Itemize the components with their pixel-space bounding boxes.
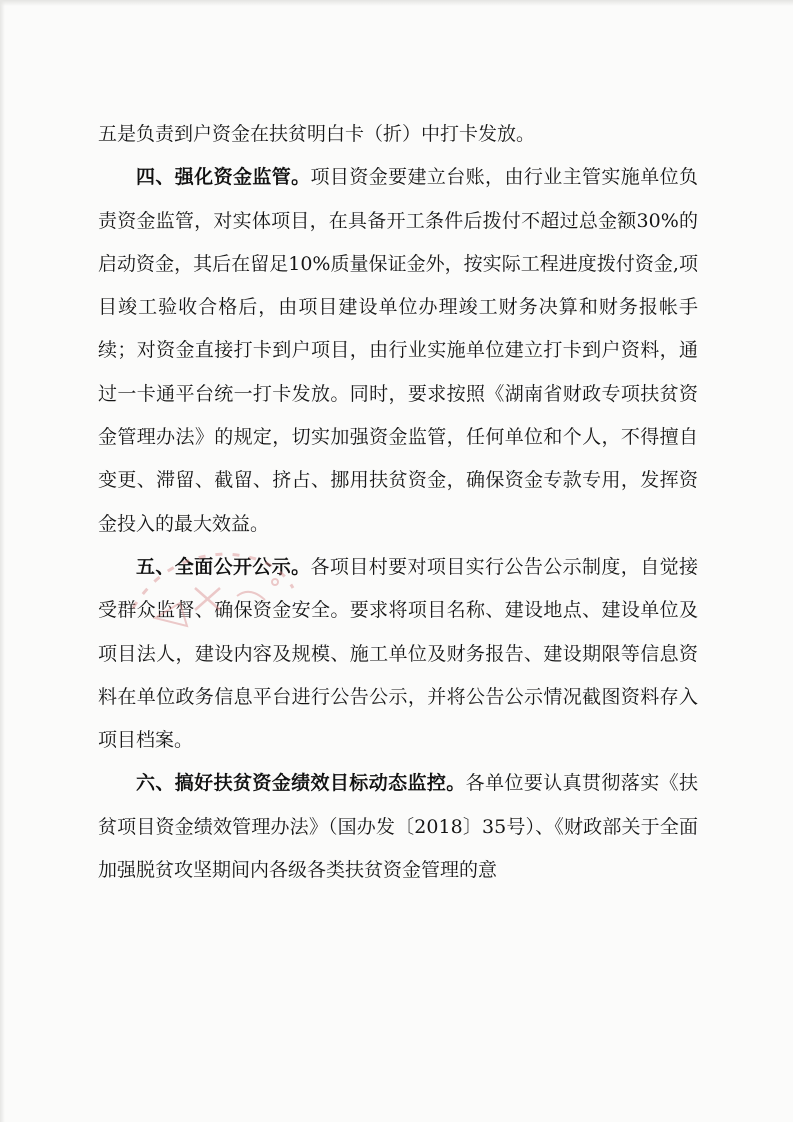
section-heading: 四、强化资金监管。 [136, 166, 311, 189]
paragraph-text: 项目资金要建立台账，由行业主管实施单位负责资金监管，对实体项目，在具备开工条件后拨付不超过总金额30%的启动资金，其后在留足10%质量保证金外，按实际工程进度拨付资金,项目竣工验收合格后，由项目建设单位办理竣工财务决算和财务报帐手续；对资金直接打卡到户项目，由行业实施单位建立打卡到户资料，通过一卡通平台统一打卡发放。同时，要求按照《湖南省财政专项扶贫资金管理办法》的规定，切实加强资金监管，任何单位和个人，不得擅自变更、滞留、截留、挤占、挪用扶贫资金，确保资金专款专用，发挥资金投入的最大效益。 [98, 166, 698, 535]
section-heading: 六、搞好扶贫资金绩效目标动态监控。 [136, 772, 466, 795]
paragraph-text: 各项目村要对项目实行公告公示制度，自觉接受群众监督、确保资金安全。要求将项目名称、建设地点、建设单位及项目法人，建设内容及规模、施工单位及财务报告、建设期限等信息资料在单位政务信息平台进行公告公示，并将公告公示情况截图资料存入项目档案。 [98, 555, 698, 752]
scan-edge [0, 0, 793, 6]
section-heading: 五、全面公开公示。 [136, 555, 311, 578]
paragraph-text: 五是负责到户资金在扶贫明白卡（折）中打卡发放。 [98, 123, 536, 145]
paragraph-fund-supervision [98, 156, 698, 546]
paragraph-performance-monitoring [98, 762, 698, 892]
paragraph-public-disclosure [98, 546, 698, 762]
document-body [98, 113, 698, 892]
paragraph-text: 各单位要认真贯彻落实《扶贫项目资金绩效管理办法》（国办发〔2018〕35号）、《财政部关于全面加强脱贫攻坚期间内各级各类扶贫资金管理的意 [98, 772, 698, 882]
scan-edge [0, 0, 5, 1122]
paragraph-closing-item [98, 113, 698, 156]
